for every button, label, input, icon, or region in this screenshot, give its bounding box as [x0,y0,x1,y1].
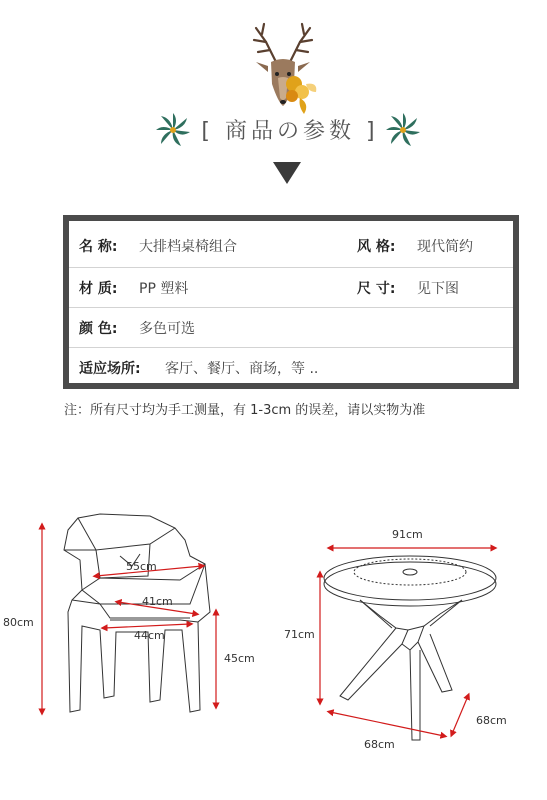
leaf-ornament-icon [153,110,193,150]
table-dimension-lines [320,548,494,736]
spec-value-name: 大排档桌椅组合 [139,239,237,255]
spec-divider [69,307,513,308]
dim-table-base-width: 68cm [364,738,395,751]
spec-label-material: 材 质: [79,281,118,297]
product-drawing [0,500,547,800]
spec-label-name: 名 称: [79,239,118,255]
section-title [190,114,390,145]
spec-label-size: 尺 寸: [357,281,396,297]
deer-head-icon [238,22,328,120]
dim-chair-seat-height: 45cm [224,652,255,665]
spec-value-size: 见下图 [417,281,459,297]
dim-chair-inner-width: 41cm [142,595,173,608]
spec-value-venue: 客厅、餐厅、商场，等 .. [165,361,319,377]
spec-label-color: 颜 色: [79,321,118,337]
section-title-row [0,108,547,152]
spec-row [69,309,513,349]
dim-chair-height: 80cm [3,616,34,629]
section-title-text: 商品の参数 [224,119,355,144]
dim-table-base-depth: 68cm [476,714,507,727]
spec-table [63,215,519,389]
dim-chair-width: 44cm [134,629,165,642]
bracket-right: ] [366,119,379,144]
dim-chair-depth: 55cm [126,560,157,573]
table-drawing [324,556,496,740]
spec-value-material: PP 塑料 [139,281,189,297]
measurement-note: 注：所有尺寸均为手工测量，有 1-3cm 的误差，请以实物为准 [64,403,426,418]
spec-row [69,227,513,267]
spec-value-style: 现代简约 [417,239,473,255]
dimension-diagram [0,500,547,800]
arrow-down-icon [273,162,301,184]
spec-label-style: 风 格: [357,239,396,255]
leaf-ornament-icon [383,110,423,150]
spec-label-venue: 适应场所: [79,361,141,377]
dim-table-height: 71cm [284,628,315,641]
dim-table-diameter: 91cm [392,528,423,541]
spec-row [69,269,513,309]
bracket-left: [ [201,119,214,144]
spec-value-color: 多色可选 [139,321,195,337]
spec-row [69,349,513,389]
spec-divider [69,267,513,268]
spec-divider [69,347,513,348]
